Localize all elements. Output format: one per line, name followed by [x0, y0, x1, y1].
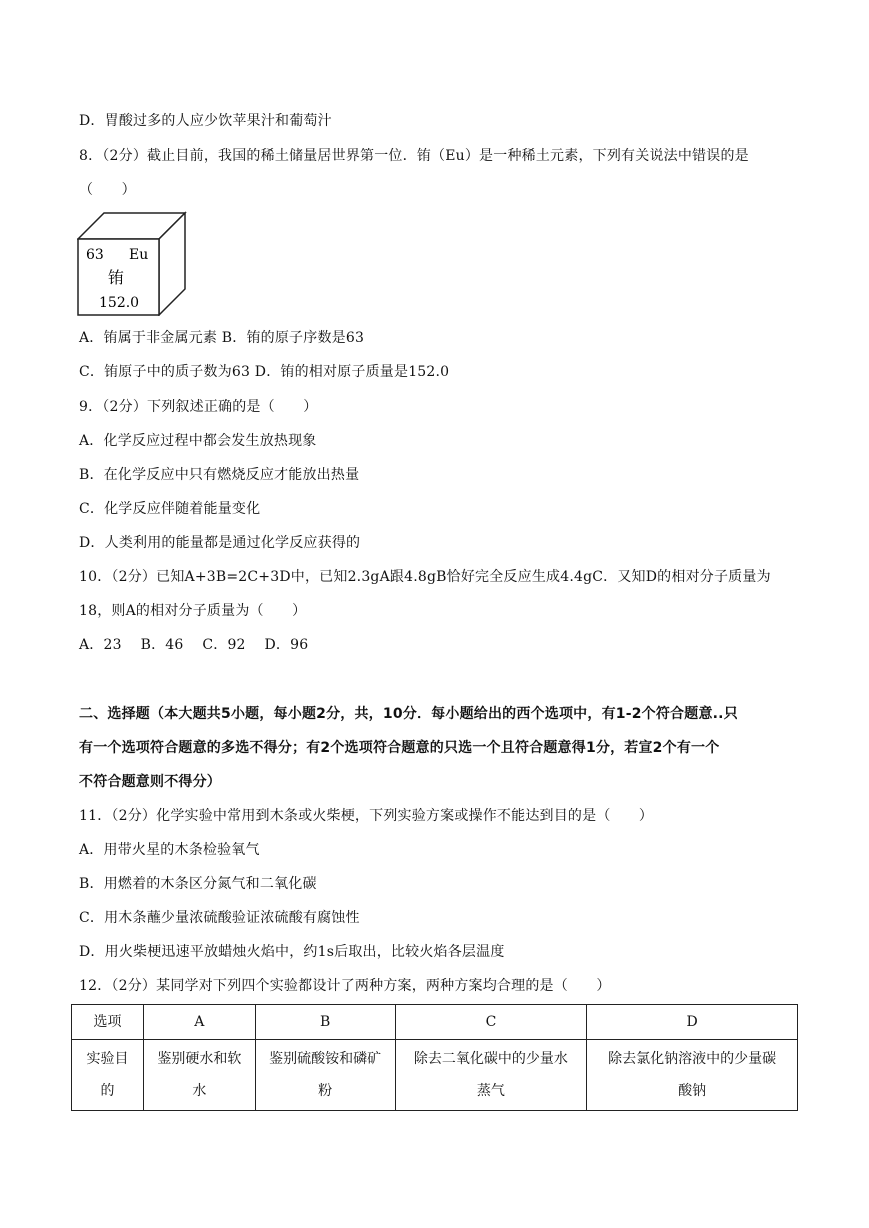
table-row — [72, 1040, 798, 1111]
cell-text: 水 — [192, 1083, 207, 1099]
q8-stem: 8．（2分）截止目前，我国的稀土储量居世界第一位．铕（Eu）是一种稀土元素，下列有关说法中错误的是 — [79, 148, 749, 164]
table-header-cell: C — [395, 1005, 587, 1040]
cell-text: 蒸气 — [476, 1083, 505, 1099]
q11-option-b: B．用燃着的木条区分氮气和二氧化碳 — [79, 876, 317, 892]
section-2-heading-cont: 有一个选项符合题意的多选不得分；有2个选项符合题意的只选一个且符合题意得1分，若宣2个有一个 — [79, 740, 720, 756]
section-2-heading: 二、选择题（本大题共5小题，每小题2分，共，10分．每小题给出的西个选项中，有1-2个符合题意..只 — [79, 706, 738, 722]
q11-stem: 11．（2分）化学实验中常用到木条或火柴梗，下列实验方案或操作不能达到目的是（ ） — [79, 808, 654, 824]
cell-text: 酸钠 — [678, 1083, 707, 1099]
q12-table — [71, 1004, 798, 1111]
q10-stem: 10．（2分）已知A+3B=2C+3D中，已知2.3gA跟4.8gB恰好完全反应生成4.4gC．又知D的相对分子质量为 — [79, 569, 771, 585]
element-symbol: Eu — [129, 247, 149, 263]
q10-stem-cont: 18，则A的相对分子质量为（ ） — [79, 603, 307, 619]
table-header-row — [72, 1005, 798, 1040]
table-header-cell: A — [143, 1005, 255, 1040]
q11-option-a: A．用带火星的木条检验氧气 — [79, 842, 260, 858]
q9-stem: 9．（2分）下列叙述正确的是（ ） — [79, 399, 318, 415]
cell-text: 鉴别硫酸铵和磷矿 — [269, 1051, 382, 1067]
q9-option-b: B．在化学反应中只有燃烧反应才能放出热量 — [79, 467, 360, 483]
section-2-heading-end: 不符合题意则不得分） — [79, 774, 221, 790]
q9-option-c: C．化学反应伴随着能量变化 — [79, 501, 261, 517]
q9-option-a: A．化学反应过程中都会发生放热现象 — [79, 433, 317, 449]
table-row-label — [72, 1040, 144, 1111]
cell-text: 粉 — [318, 1083, 333, 1099]
cell-text: 除去二氧化碳中的少量水 — [413, 1051, 568, 1067]
table-cell — [255, 1040, 395, 1111]
atomic-number: 63 — [86, 247, 104, 263]
q9-option-d: D．人类利用的能量都是通过化学反应获得的 — [79, 535, 361, 551]
table-cell — [587, 1040, 798, 1111]
q10-options: A．23 B．46 C．92 D．96 — [79, 637, 309, 653]
row-label-part: 的 — [100, 1083, 115, 1099]
table-header-cell: 选项 — [72, 1005, 144, 1040]
q11-option-d: D．用火柴梗迅速平放蜡烛火焰中，约1s后取出，比较火焰各层温度 — [79, 944, 505, 960]
row-label-part: 实验目 — [86, 1051, 129, 1067]
cell-text: 鉴别硬水和软 — [157, 1051, 242, 1067]
q8-options-ab: A．铕属于非金属元素 B．铕的原子序数是63 — [79, 330, 365, 346]
q12-stem: 12．（2分）某同学对下列四个实验都设计了两种方案，两种方案均合理的是（ ） — [79, 978, 611, 994]
q7-option-d: D．胃酸过多的人应少饮苹果汁和葡萄汁 — [79, 113, 332, 129]
europium-element-card — [77, 211, 187, 316]
table-header-cell: D — [587, 1005, 798, 1040]
table-cell — [395, 1040, 587, 1111]
q11-option-c: C．用木条蘸少量浓硫酸验证浓硫酸有腐蚀性 — [79, 910, 360, 926]
q8-bracket: （ ） — [79, 182, 136, 198]
table-header-cell: B — [255, 1005, 395, 1040]
atomic-mass: 152.0 — [99, 295, 140, 311]
cell-text: 除去氯化钠溶液中的少量碳 — [608, 1051, 777, 1067]
q8-options-cd: C．铕原子中的质子数为63 D．铕的相对原子质量是152.0 — [79, 364, 450, 380]
table-cell — [143, 1040, 255, 1111]
element-name: 铕 — [108, 268, 125, 287]
